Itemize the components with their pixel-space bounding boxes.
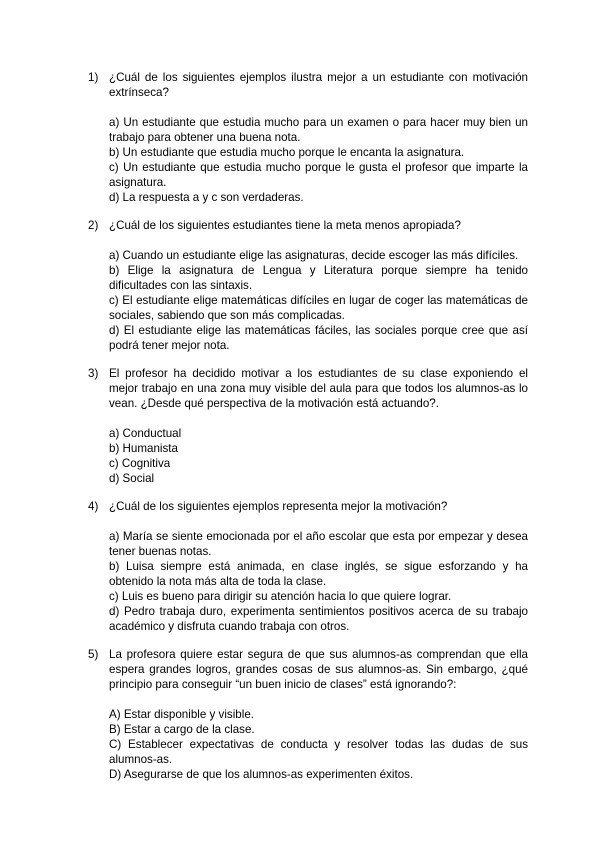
answer-option: A) Estar disponible y visible.: [109, 708, 254, 721]
answer-option: b) Luisa siempre está animada, en clase inglés, se sigue esforzando y ha obtenido la nota más alta de toda la clase.: [109, 560, 528, 588]
question-5: [88, 647, 528, 782]
answer-option: d) Pedro trabaja duro, experimenta sentimientos positivos acerca de su trabajo académico y disfruta cuando trabaja con otros.: [109, 605, 528, 633]
answer-options: [109, 707, 528, 782]
answer-option: d) La respuesta a y c son verdaderas.: [109, 191, 304, 204]
answer-option: c) Cognitiva: [109, 457, 171, 470]
answer-option: c) Un estudiante que estudia mucho porque le gusta el profesor que imparte la asignatura.: [109, 161, 528, 189]
answer-options: [109, 529, 528, 634]
question-text: La profesora quiere estar segura de que sus alumnos-as comprendan que ella espera grandes logros, grandes cosas de sus alumnos-as. Sin embargo, ¿qué principio para conseguir “un buen inicio de clases” está ignorando?:: [109, 648, 528, 691]
question-4: [88, 499, 528, 634]
answer-option: b) Elige la asignatura de Lengua y Literatura porque siempre ha tenido dificultades con las sintaxis.: [109, 264, 528, 292]
question-text: ¿Cuál de los siguientes ejemplos representa mejor la motivación?: [109, 500, 448, 513]
answer-option: b) Un estudiante que estudia mucho porque le encanta la asignatura.: [109, 146, 465, 159]
question-number: 1): [88, 71, 99, 84]
question-text: ¿Cuál de los siguientes estudiantes tiene la meta menos apropiada?: [109, 219, 461, 232]
answer-options: [109, 115, 528, 205]
answer-option: c) El estudiante elige matemáticas difíciles en lugar de coger las matemáticas de sociales, sabiendo que son más complicadas.: [109, 294, 528, 322]
answer-option: a) Cuando un estudiante elige las asignaturas, decide escoger las más difíciles.: [109, 249, 519, 262]
question-1: [88, 70, 528, 205]
question-3: [88, 366, 528, 486]
question-number: 2): [88, 219, 99, 232]
answer-option: C) Establecer expectativas de conducta y resolver todas las dudas de sus alumnos-as.: [109, 738, 528, 766]
answer-option: c) Luis es bueno para dirigir su atención hacia lo que quiere lograr.: [109, 590, 452, 603]
question-number: 4): [88, 500, 99, 513]
question-number: 3): [88, 367, 99, 380]
answer-option: a) Conductual: [109, 427, 182, 440]
question-text: El profesor ha decidido motivar a los estudiantes de su clase exponiendo el mejor trabajo en una zona muy visible del aula para que todos los alumnos-as lo vean. ¿Desde qué perspectiva de la motivación está actuando?.: [109, 367, 528, 410]
question-number: 5): [88, 648, 99, 661]
answer-options: [109, 426, 528, 486]
answer-option: B) Estar a cargo de la clase.: [109, 723, 255, 736]
answer-option: b) Humanista: [109, 442, 178, 455]
answer-option: a) María se siente emocionada por el año escolar que esta por empezar y desea tener buenas notas.: [109, 530, 528, 558]
question-text: ¿Cuál de los siguientes ejemplos ilustra mejor a un estudiante con motivación extrínseca?: [109, 71, 528, 99]
answer-option: d) Social: [109, 472, 155, 485]
answer-option: d) El estudiante elige las matemáticas fáciles, las sociales porque cree que así podrá tener mejor nota.: [109, 324, 528, 352]
answer-option: a) Un estudiante que estudia mucho para un examen o para hacer muy bien un trabajo para obtener una buena nota.: [109, 116, 528, 144]
answer-option: D) Asegurarse de que los alumnos-as experimenten éxitos.: [109, 768, 414, 781]
answer-options: [109, 248, 528, 353]
question-2: [88, 218, 528, 353]
